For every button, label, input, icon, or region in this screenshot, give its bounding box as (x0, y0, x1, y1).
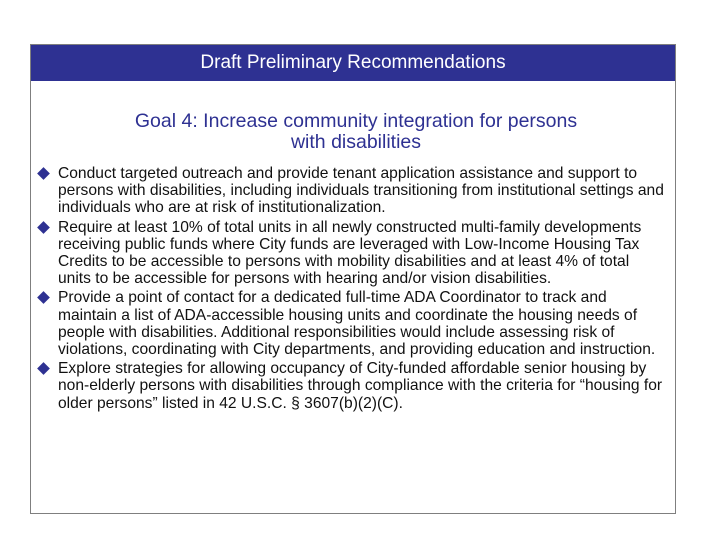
recommendation-text: Require at least 10% of total units in all newly constructed multi-family developments receiving public funds where City funds are leveraged with Low-Income Housing Tax Credits to be accessible to persons with mobility disabilities and at least 4% of total units to be accessible for persons with hearing and/or vision disabilities. (58, 218, 642, 288)
recommendation-item (45, 360, 665, 412)
header-bar (31, 45, 675, 81)
recommendation-list (45, 165, 665, 414)
recommendation-item (45, 289, 665, 358)
recommendation-text: Explore strategies for allowing occupancy of City-funded affordable senior housing by non-elderly persons with disabilities through compliance with the criteria for “housing for older persons” listed in 42 U.S.C. § 3607(b)(2)(C). (58, 360, 663, 412)
goal-heading-line-2: with disabilities (290, 131, 422, 153)
diamond-bullet-icon (37, 362, 50, 375)
diamond-bullet-icon (37, 167, 50, 180)
goal-heading-line-1: Goal 4: Increase community integration for persons (134, 110, 578, 132)
slide-title: Draft Preliminary Recommendations (200, 52, 506, 73)
recommendation-text: Provide a point of contact for a dedicated full-time ADA Coordinator to track and maintain a list of ADA-accessible housing units and coordinate the housing needs of people with disabilities. Additional responsibilities would include assessing risk of violations, coordinating with City departments, and providing education and instruction. (58, 289, 656, 359)
recommendation-item (45, 219, 665, 288)
diamond-bullet-icon (37, 221, 50, 234)
recommendation-item (45, 165, 665, 217)
slide (30, 44, 676, 514)
recommendation-text: Conduct targeted outreach and provide tenant application assistance and support to persons with disabilities, including individuals transitioning from institutional settings and individuals who are at risk of institutionalization. (58, 165, 664, 217)
diamond-bullet-icon (37, 292, 50, 305)
goal-heading (51, 111, 661, 153)
